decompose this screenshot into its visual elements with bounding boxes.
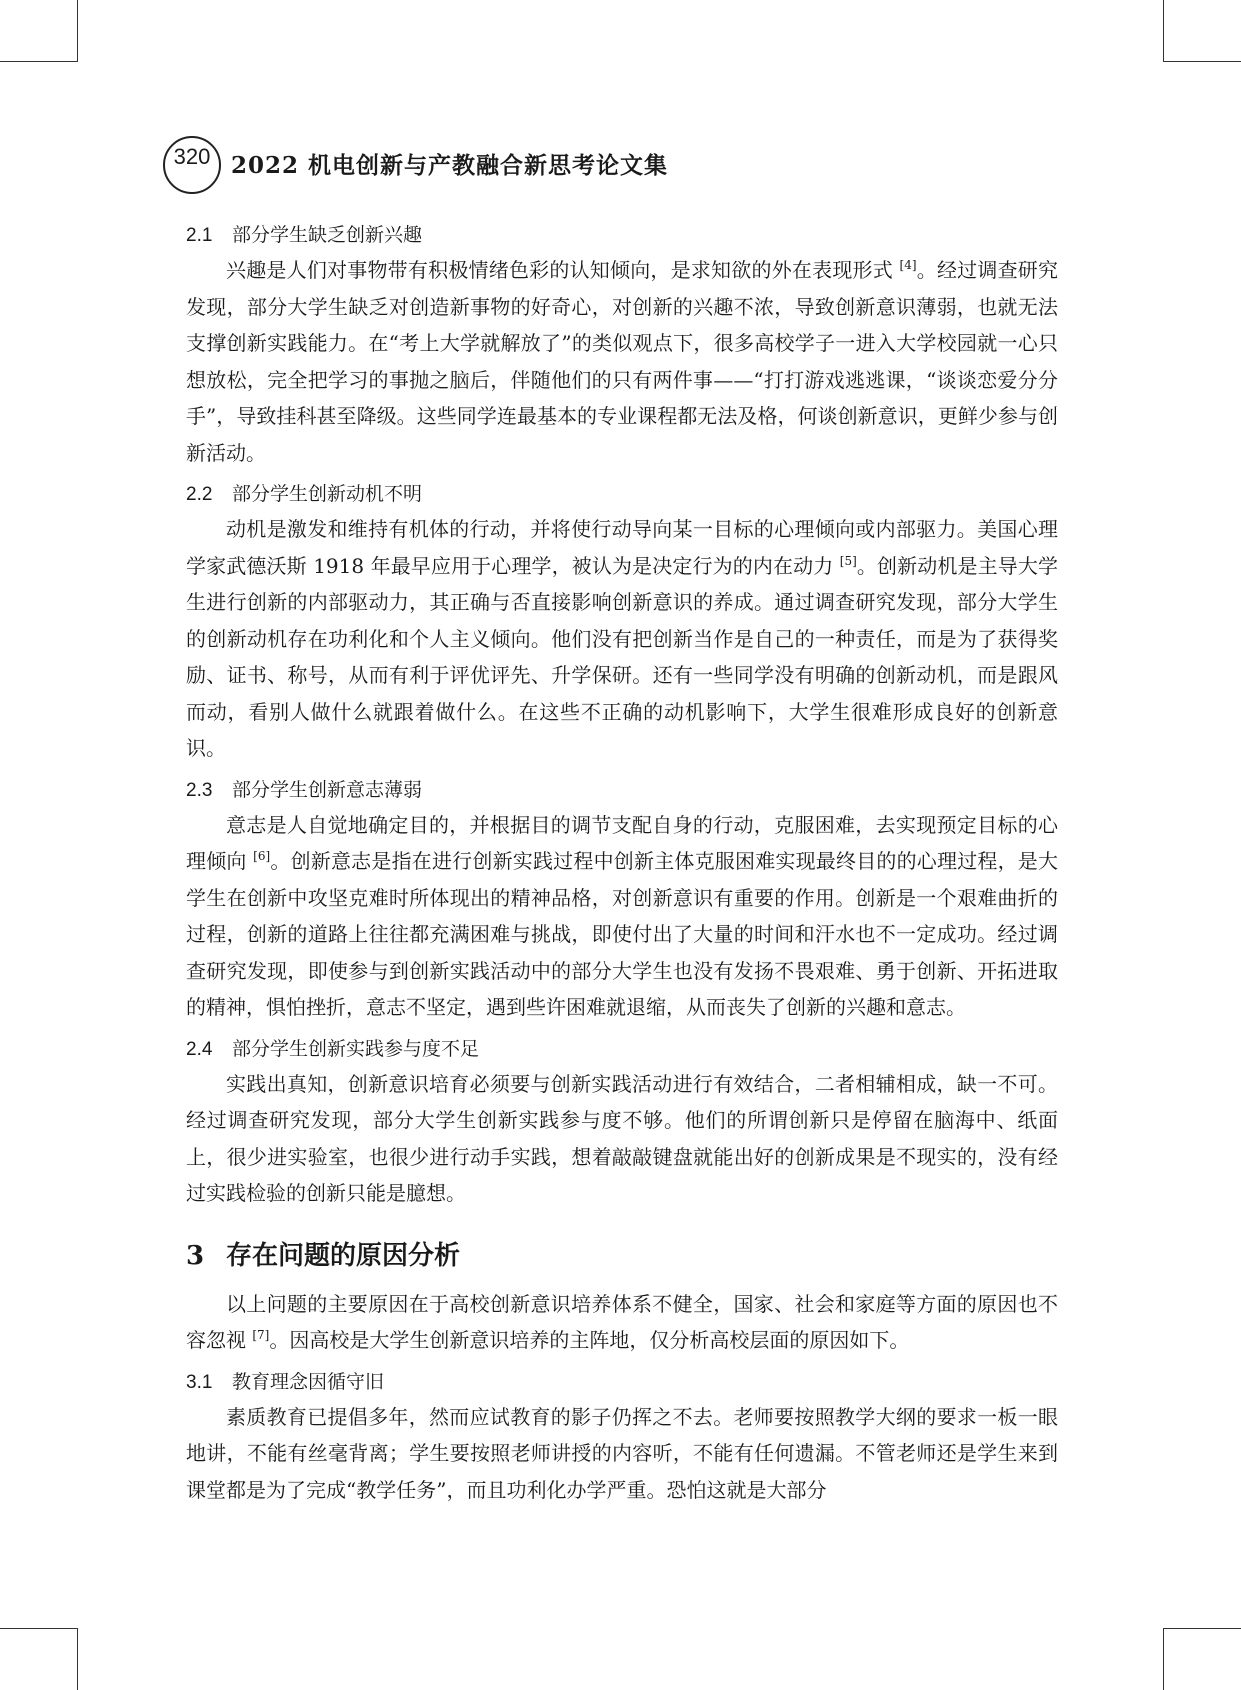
crop-mark bbox=[1163, 0, 1164, 62]
paragraph-text: 兴趣是人们对事物带有积极情绪色彩的认知倾向，是求知欲的外在表现形式 bbox=[226, 258, 900, 282]
subsection-heading bbox=[186, 1032, 1058, 1066]
heading-title: 部分学生创新动机不明 bbox=[232, 483, 423, 505]
paragraph-text: 实践出真知，创新意识培育必须要与创新实践活动进行有效结合，二者相辅相成，缺一不可。经过调查研究发现，部分大学生创新实践参与度不够。他们的所谓创新只是停留在脑海中、纸面上，很少进实验室，也很少进行动手实践，想着敲敲键盘就能出好的创新成果是不现实的，没有经过实践检验的创新只能是臆想。 bbox=[186, 1071, 1058, 1205]
paragraph bbox=[186, 1399, 1058, 1509]
article-body bbox=[186, 212, 1058, 1508]
subsection-heading bbox=[186, 1365, 1058, 1399]
citation-ref: [4] bbox=[899, 258, 917, 272]
heading-title: 部分学生创新实践参与度不足 bbox=[232, 1037, 480, 1060]
book-title: 2022 机电创新与产教融合新思考论文集 bbox=[231, 152, 669, 179]
paragraph-text: 。创新动机是主导大学生进行创新的内部驱动力，其正确与否直接影响创新意识的养成。通过调查研究发现，部分大学生的创新动机存在功利化和个人主义倾向。他们没有把创新当作是自己的一种责任，而是为了获得奖励、证书、称号，从而有利于评优评先、升学保研。还有一些同学没有明确的创新动机，而是跟风而动，看别人做什么就跟着做什么。在这些不正确的动机影响下，大学生很难形成良好的创新意识。 bbox=[186, 553, 1058, 760]
paragraph-text: 意志是人自觉地确定目的，并根据目的调节支配自身的行动，克服困难，去实现预定目标的心理倾向 bbox=[186, 812, 1058, 873]
subsection-heading bbox=[186, 477, 1058, 511]
subsection-heading bbox=[186, 218, 1058, 252]
crop-mark bbox=[77, 0, 78, 62]
paragraph-text: 素质教育已提倡多年，然而应试教育的影子仍挥之不去。老师要按照教学大纲的要求一板一眼地讲，不能有丝毫背离；学生要按照老师讲授的内容听，不能有任何遗漏。不管老师还是学生来到课堂都是为了完成“教学任务”，而且功利化办学严重。恐怕这就是大部分 bbox=[186, 1404, 1058, 1502]
paragraph-text: 动机是激发和维持有机体的行动，并将使行动导向某一目标的心理倾向或内部驱力。美国心理学家武德沃斯 1918 年最早应用于心理学，被认为是决定行为的内在动力 bbox=[186, 517, 1058, 578]
crop-mark bbox=[1163, 61, 1241, 62]
paragraph bbox=[186, 1286, 1058, 1359]
heading-number: 2.3 bbox=[186, 779, 213, 801]
heading-title: 存在问题的原因分析 bbox=[226, 1240, 461, 1271]
heading-number: 3 bbox=[186, 1240, 205, 1271]
citation-ref: [6] bbox=[253, 849, 271, 863]
paragraph bbox=[186, 252, 1058, 471]
heading-number: 2.4 bbox=[186, 1038, 213, 1060]
crop-mark bbox=[0, 1628, 78, 1629]
section-heading bbox=[186, 1226, 1058, 1286]
citation-ref: [5] bbox=[839, 553, 857, 568]
heading-title: 部分学生缺乏创新兴趣 bbox=[232, 224, 423, 246]
citation-ref: [7] bbox=[252, 1328, 270, 1342]
crop-mark bbox=[0, 61, 78, 62]
crop-mark bbox=[77, 1628, 78, 1690]
paragraph-text: 。经过调查研究发现，部分大学生缺乏对创造新事物的好奇心，对创新的兴趣不浓，导致创新意识薄弱，也就无法支撑创新实践能力。在“考上大学就解放了”的类似观点下，很多高校学子一进入大学校园就一心只想放松，完全把学习的事抛之脑后，伴随他们的只有两件事——“打打游戏逃逃课，“谈谈恋爱分分手”，导致挂科甚至降级。这些同学连最基本的专业课程都无法及格，何谈创新意识，更鲜少参与创新活动。 bbox=[186, 258, 1059, 465]
heading-number: 2.2 bbox=[186, 484, 213, 505]
crop-mark bbox=[1163, 1628, 1241, 1629]
paragraph bbox=[186, 1066, 1058, 1212]
page-header bbox=[163, 136, 1063, 196]
paragraph-text: 。创新意志是指在进行创新实践过程中创新主体克服困难实现最终目的的心理过程，是大学生在创新中攻坚克难时所体现出的精神品格，对创新意识有重要的作用。创新是一个艰难曲折的过程，创新的道路上往往都充满困难与挑战，即使付出了大量的时间和汗水也不一定成功。经过调查研究发现，即使参与到创新实践活动中的部分大学生也没有发扬不畏艰难、勇于创新、开拓进取的精神，惧怕挫折，意志不坚定，遇到些许困难就退缩，从而丧失了创新的兴趣和意志。 bbox=[186, 849, 1059, 1019]
heading-title: 部分学生创新意志薄弱 bbox=[232, 778, 423, 801]
subsection-heading bbox=[186, 773, 1058, 807]
paragraph bbox=[186, 807, 1058, 1026]
heading-number: 3.1 bbox=[186, 1371, 213, 1393]
heading-number: 2.1 bbox=[186, 225, 213, 246]
crop-mark bbox=[1163, 1628, 1164, 1690]
paragraph-text: 。因高校是大学生创新意识培养的主阵地，仅分析高校层面的原因如下。 bbox=[269, 1328, 910, 1352]
paragraph-text: 以上问题的主要原因在于高校创新意识培养体系不健全，国家、社会和家庭等方面的原因也不容忽视 bbox=[186, 1291, 1058, 1352]
heading-title: 教育理念因循守旧 bbox=[232, 1370, 385, 1393]
page-number: 320 bbox=[173, 144, 211, 169]
paragraph bbox=[186, 511, 1058, 767]
